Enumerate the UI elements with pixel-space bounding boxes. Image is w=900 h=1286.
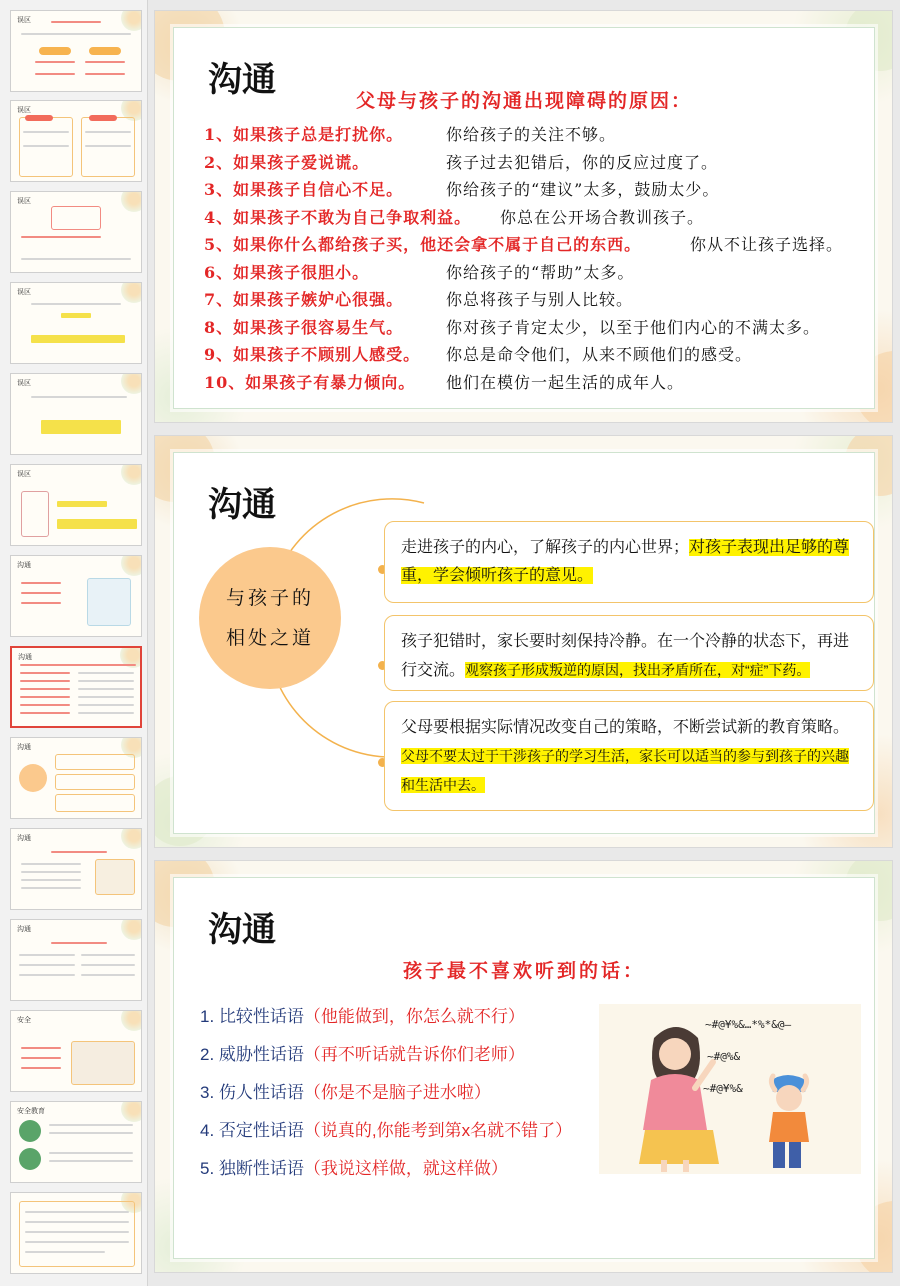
phrase-category: 比较性话语 — [218, 1007, 304, 1026]
slide-thumbnail-7[interactable] — [10, 555, 142, 637]
thumbnail-title: 安全 — [17, 1016, 31, 1024]
reason-parent-cause: 你给孩子的“帮助”太多。 — [446, 263, 635, 282]
reason-parent-cause: 你给孩子的关注不够。 — [446, 125, 617, 144]
phrase-category: 否定性话语 — [218, 1121, 304, 1140]
phrase-item — [200, 1116, 572, 1141]
slide-thumbnail-1[interactable] — [10, 10, 142, 92]
slide-communication-reasons — [154, 10, 893, 423]
phrase-number: 4. — [200, 1121, 215, 1140]
slide-thumbnail-10[interactable] — [10, 828, 142, 910]
advice-highlight: 对孩子表现出足够的尊重，学会倾听孩子的意见。 — [401, 539, 850, 584]
reason-child-behavior: 6、如果孩子很胆小。 — [204, 263, 370, 282]
slide-thumbnail-panel — [0, 0, 148, 1286]
scolding-illustration — [599, 1004, 861, 1174]
reason-child-behavior: 9、如果孩子不顾别人感受。 — [204, 345, 421, 364]
phrase-item — [200, 1040, 525, 1065]
reason-parent-cause: 你给孩子的“建议”太多，鼓励太少。 — [446, 180, 720, 199]
reason-child-behavior: 2、如果孩子爱说谎。 — [204, 153, 370, 172]
slide-subtitle: 孩子最不喜欢听到的话： — [402, 960, 645, 982]
reason-parent-cause: 你总是命令他们，从来不顾他们的感受。 — [446, 345, 753, 364]
reason-child-behavior: 4、如果孩子不敢为自己争取利益。 — [204, 208, 472, 227]
phrase-example: （你是不是脑子进水啦） — [303, 1083, 491, 1102]
advice-text: 孩子犯错时，家长要时刻保持冷静。在一个冷静的状态下，再进行交流。 — [401, 633, 850, 679]
thumbnail-title: 误区 — [17, 288, 31, 296]
phrase-category: 威胁性话语 — [218, 1045, 304, 1064]
slide-getting-along — [154, 435, 893, 848]
reason-child-behavior: 7、如果孩子嫉妒心很强。 — [204, 290, 404, 309]
phrase-category: 独断性话语 — [218, 1159, 304, 1178]
phrase-example: （我说这样做，就这样做） — [303, 1159, 508, 1178]
phrase-item — [200, 1002, 525, 1027]
phrase-item — [200, 1154, 508, 1179]
slide-thumbnail-2[interactable] — [10, 100, 142, 182]
page-title: 沟通 — [208, 485, 276, 525]
slide-subtitle: 父母与孩子的沟通出现障碍的原因： — [355, 90, 692, 112]
reason-child-behavior: 8、如果孩子很容易生气。 — [204, 318, 404, 337]
phrase-number: 5. — [200, 1159, 215, 1178]
content-panel — [173, 452, 875, 834]
reason-parent-cause: 孩子过去犯错后，你的反应过度了。 — [446, 153, 719, 172]
reason-parent-cause: 你对孩子肯定太少，以至于他们内心的不满太多。 — [446, 318, 821, 337]
advice-text: 走进孩子的内心，了解孩子的内心世界； — [401, 539, 690, 556]
thumbnail-title: 误区 — [17, 197, 31, 205]
phrase-example: （说真的,你能考到第x名就不错了） — [303, 1121, 573, 1140]
slide-thumbnail-8-active[interactable] — [10, 646, 142, 728]
slide-thumbnail-11[interactable] — [10, 919, 142, 1001]
slide-thumbnail-3[interactable] — [10, 191, 142, 273]
reason-child-behavior: 10、如果孩子有暴力倾向。 — [204, 373, 416, 392]
slide-thumbnail-6[interactable] — [10, 464, 142, 546]
thumbnail-title: 沟通 — [17, 561, 31, 569]
thumbnail-title: 误区 — [17, 106, 31, 114]
thumbnail-title: 沟通 — [17, 743, 31, 751]
speech-scribble: ~#@¥%& — [703, 1082, 743, 1095]
thumbnail-title: 误区 — [17, 379, 31, 387]
reason-child-behavior: 1、如果孩子总是打扰你。 — [204, 125, 404, 144]
advice-card — [384, 701, 874, 811]
thumbnail-title: 误区 — [17, 470, 31, 478]
phrase-number: 3. — [200, 1083, 215, 1102]
reason-child-behavior: 5、如果你什么都给孩子买，他还会拿不属于自己的东西。 — [204, 235, 642, 254]
advice-text: 父母要根据实际情况改变自己的策略，不断尝试新的教育策略。 — [401, 719, 850, 736]
advice-card — [384, 615, 874, 691]
reason-parent-cause: 你总在公开场合教训孩子。 — [500, 208, 705, 227]
slide-thumbnail-9[interactable] — [10, 737, 142, 819]
slide-disliked-phrases — [154, 860, 893, 1273]
slide-thumbnail-12[interactable] — [10, 1010, 142, 1092]
phrase-example: （再不听话就告诉你们老师） — [303, 1045, 525, 1064]
phrase-example: （他能做到，你怎么就不行） — [303, 1007, 525, 1026]
thumbnail-title: 沟通 — [17, 925, 31, 933]
flower-decoration — [121, 10, 142, 31]
reason-parent-cause: 你从不让孩子选择。 — [690, 235, 844, 254]
thumbnail-title: 误区 — [17, 16, 31, 24]
slide-thumbnail-4[interactable] — [10, 282, 142, 364]
slide-thumbnail-5[interactable] — [10, 373, 142, 455]
slide-thumbnail-14[interactable] — [10, 1192, 142, 1274]
phrase-number: 2. — [200, 1045, 215, 1064]
advice-card — [384, 521, 874, 603]
speech-scribble: ~#@¥%&…*%*&@– — [705, 1018, 792, 1031]
content-panel — [173, 877, 875, 1259]
phrase-category: 伤人性话语 — [218, 1083, 304, 1102]
thumbnail-title: 安全教育 — [17, 1107, 45, 1115]
advice-highlight: 父母不要太过于干涉孩子的学习生活，家长可以适当的参与到孩子的兴趣和生活中去。 — [401, 748, 849, 793]
page-title: 沟通 — [208, 910, 276, 950]
page-title: 沟通 — [208, 60, 276, 100]
content-panel — [173, 27, 875, 409]
phrase-item — [200, 1078, 491, 1103]
thumbnail-title: 沟通 — [17, 834, 31, 842]
slide-thumbnail-13[interactable] — [10, 1101, 142, 1183]
reason-parent-cause: 他们在模仿一起生活的成年人。 — [446, 373, 685, 392]
speech-scribble: ~#@%& — [707, 1050, 741, 1063]
phrase-number: 1. — [200, 1007, 215, 1026]
reason-parent-cause: 你总将孩子与别人比较。 — [446, 290, 634, 309]
thumbnail-title: 沟通 — [18, 653, 32, 661]
topic-circle — [199, 547, 341, 689]
topic-circle-line2: 相处之道 — [225, 627, 314, 649]
topic-circle-line1: 与孩子的 — [225, 587, 314, 609]
reason-child-behavior: 3、如果孩子自信心不足。 — [204, 180, 404, 199]
advice-highlight: 观察孩子形成叛逆的原因，找出矛盾所在，对“症”下药。 — [465, 662, 811, 678]
